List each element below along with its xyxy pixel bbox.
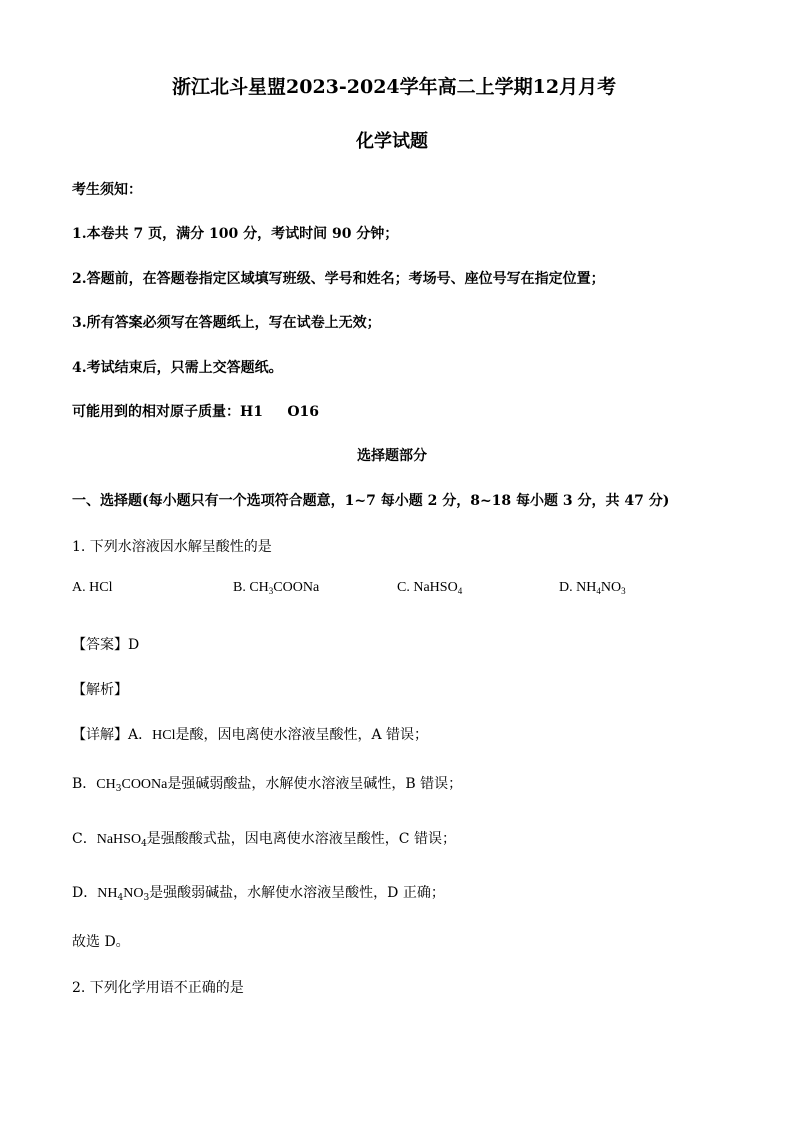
section-title: 选择题部分 <box>357 448 427 464</box>
notice-item-4: 4.考试结束后，只需上交答题纸。 <box>72 360 283 376</box>
q1-detail-b: B．$CH_3COONa$是强碱弱酸盐，水解使水溶液呈碱性，B 错误； <box>72 776 463 794</box>
part-one-heading: 一、选择题(每小题只有一个选项符合题意，1~7 每小题 2 分，8~18 每小题 3 分，共 47 分) <box>72 493 670 509</box>
subject-title: 化学试题 <box>356 131 428 152</box>
q1-option-d: D. $NH_4NO_3$ <box>559 580 626 596</box>
notice-item-1: 1.本卷共 7 页，满分 100 分，考试时间 90 分钟； <box>72 226 399 242</box>
option-label: A. <box>72 580 86 595</box>
q1-analysis-tag: 【解析】 <box>72 682 128 698</box>
q1-option-b: B. $CH_3COONa$ <box>233 580 320 596</box>
option-label: B. <box>233 580 246 595</box>
question-1-stem: 1. 下列水溶液因水解呈酸性的是 <box>72 539 272 555</box>
answer-tag: 【答案】 <box>72 637 128 653</box>
q1-detail-c: C．NaHSO$_4$是强酸酸式盐，因电离使水溶液呈酸性，C 错误； <box>72 831 456 849</box>
detail-tag: 【详解】 <box>72 727 128 743</box>
q1-detail-d: D．$NH_4NO_3$是强酸弱碱盐，水解使水溶液呈酸性，D 正确； <box>72 885 445 903</box>
q1-answer <box>72 634 139 654</box>
notice-item-3: 3.所有答案必须写在答题纸上，写在试卷上无效； <box>72 315 381 331</box>
notice-heading: 考生须知： <box>72 182 142 198</box>
question-2-stem: 2. 下列化学用语不正确的是 <box>72 980 244 996</box>
q1-option-c: C. NaHSO$_4$ <box>397 580 463 596</box>
answer-value: D <box>128 637 140 653</box>
exam-title: 浙江北斗星盟2023-2024学年高二上学期12月月考 <box>172 76 617 98</box>
option-label: C. <box>397 580 410 595</box>
q1-conclusion: 故选 D。 <box>72 934 130 950</box>
q1-option-a: A. HCl <box>72 580 113 595</box>
atomic-mass-line: 可能用到的相对原子质量：H1 O16 <box>72 404 320 420</box>
notice-item-2: 2.答题前，在答题卷指定区域填写班级、学号和姓名；考场号、座位号写在指定位置； <box>72 271 605 287</box>
option-label: D. <box>559 580 573 595</box>
q1-detail-a: 【详解】A．HCl是酸，因电离使水溶液呈酸性，A 错误； <box>72 727 429 743</box>
